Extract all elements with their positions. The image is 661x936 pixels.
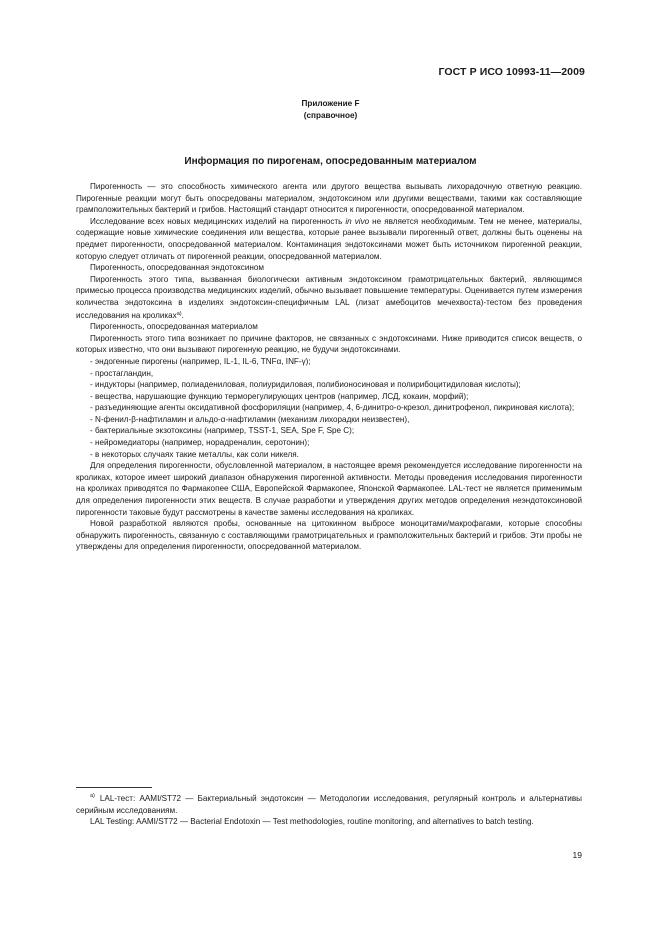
document-body <box>76 181 582 553</box>
paragraph-4: Пирогенность этого типа возникает по причине факторов, не связанных с эндотоксинами. Ниже приводится список веществ, о которых известно, что они вызывают пирогенную реакцию, не будучи эндотоксинами. <box>76 333 582 355</box>
paragraph-3-end: . <box>181 310 184 320</box>
list-item: - разъединяющие агенты оксидативной фосфориляции (например, 4, 6-динитро-о-крезол, динитрофенол, пикриновая кислота); <box>90 403 575 413</box>
footnote-ref: а) <box>176 310 182 317</box>
list-item: - N-фенил-β-нафтиламин и альдо-α-нафтиламин (механизм лихорадки неизвестен), <box>90 414 410 424</box>
list-item: - индукторы (например, полиадениловая, полиуридиловая, полибионосиновая и полирибоцитидиловая кислоты); <box>90 380 521 390</box>
paragraph-6: Новой разработкой являются пробы, основанные на цитокинном выбросе моноцитами/макрофагами, которые способны обнаружить пирогенность, связанную с составляющими грамотрицательных и грамположительных бактерий и грибов. Эти пробы не утверждены для определения пирогенности, опосредованной материалом. <box>76 519 582 552</box>
footnote-en: LAL Testing: AAMI/ST72 — Bacterial Endotoxin — Test methodologies, routine monitoring, and alternatives to batch testing. <box>90 817 534 827</box>
subheading-endotoxin: Пирогенность, опосредованная эндотоксином <box>90 263 264 273</box>
footnotes <box>76 791 582 828</box>
footnote-mark: а) <box>90 793 95 799</box>
paragraph-2 <box>76 216 582 262</box>
list-item: - эндогенные пирогены (например, IL-1, IL-6, TNFα, INF-γ); <box>90 356 311 366</box>
footnote-ru <box>76 791 582 816</box>
page-title: Информация по пирогенам, опосредованным материалом <box>184 156 477 167</box>
footnote-ru-text: LAL-тест: AAMI/ST72 — Бактериальный эндотоксин — Методологии исследования, регулярный контроль и альтернативы серийным исследованиям. <box>76 794 582 815</box>
annex-type: (справочное) <box>303 111 358 120</box>
paragraph-3-text: Пирогенность этого типа, вызванная биологически активным эндотоксином грамотрицательных бактерий, являющимся примесью процесса производства медицинских изделий, обычно вызывает повышение температуры. Оценивается путем измерения количества эндотоксина в изделиях эндотоксин-специфичным LAL (лизат амебоцитов мечехвоста)-тестом без проведения исследования на кроликах <box>76 274 582 320</box>
subheading-material: Пирогенность, опосредованная материалом <box>90 322 258 332</box>
annex-label: Приложение F <box>301 99 360 108</box>
paragraph-2-end: не является необходимым. Тем не менее, материалы, содержащие новые химические соединения или вещества, которые ранее вызывали пирогенный ответ, должны быть оценены на предмет пирогенности, опосредованной материалом. Контаминация эндотоксинами может быть источником пирогенной реакции, которую следует отличать от пирогенной реакции, опосредованной материалом. <box>76 216 583 261</box>
annex-heading <box>0 98 661 122</box>
paragraph-1: Пирогенность — это способность химического агента или другого вещества вызывать лихорадочную ответную реакцию. Пирогенные реакции могут быть опосредованы материалом, эндотоксином или другими веществами, такими как составляющие грамположительных бактерий и грибов. Настоящий стандарт относится к пирогенности, опосредованной материалом. <box>76 182 582 215</box>
list-item: - бактериальные экзотоксины (например, TSST-1, SEA, Spe F, Spe C); <box>90 426 355 436</box>
page-number: 19 <box>572 850 582 860</box>
list-item: - вещества, нарушающие функцию терморегулирующих центров (например, ЛСД, кокаин, морфий); <box>90 391 469 401</box>
paragraph-5: Для определения пирогенности, обусловленной материалом, в настоящее время рекомендуется исследование пирогенности на кроликах, которое имеет широкий диапазон обнаружения пирогенной активности. Методы проведения исследования пирогенности на кроликах приводятся по Фармакопее США, Европейской Фармакопее, Японской Фармакопее. LAL-тест не является применимым для определения пирогенности этих веществ. В случае разработки и утверждения других методов определения неэндотоксиновой пирогенности таковые будут рассмотрены в качестве замены исследования на кроликах. <box>76 461 582 517</box>
list-item: - нейромедиаторы (например, норадреналин, серотонин); <box>90 438 310 448</box>
list-item: - простагландин, <box>90 368 154 378</box>
in-vivo-term: in vivo <box>345 216 370 226</box>
list-item: - в некоторых случаях такие металлы, как соли никеля. <box>90 449 299 459</box>
paragraph-3 <box>76 274 582 321</box>
standard-number: ГОСТ Р ИСО 10993-11—2009 <box>438 66 585 78</box>
paragraph-2-start: Исследование всех новых медицинских изделий на пирогенность <box>90 216 346 226</box>
footnote-divider <box>76 787 152 788</box>
